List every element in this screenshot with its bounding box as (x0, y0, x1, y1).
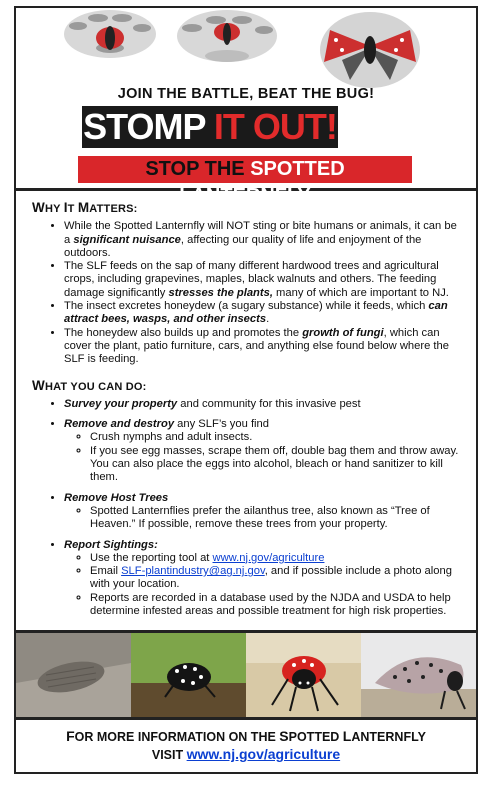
why-it-matters-heading: WHY IT MATTERS: (32, 200, 138, 215)
sub-list-item: ◦ Use the reporting tool at www.nj.gov/agriculture (90, 552, 462, 565)
stomp-it-out-banner (82, 106, 338, 148)
footer-agriculture-link[interactable]: www.nj.gov/agriculture (186, 746, 341, 762)
flyer (14, 6, 478, 774)
list-item: • The insect excretes honeydew (a sugary substance) while it feeds, which can attract bees, wasps, and other insects. (64, 300, 462, 327)
what-you-can-do-heading: WHAT YOU CAN DO: (32, 377, 147, 393)
list-item: • Remove Host Trees ◦ Spotted Lanternflies prefer the ailanthus tree, also known as “Tree of Heaven.” If possible, remove these trees from your property. (64, 492, 462, 532)
sub-list-item: ◦ Reports are recorded in a database used by the NJDA and USDA to help determine infested areas and possible treatment for high risk properties. (90, 592, 462, 619)
sub-list-item: ◦ Email SLF-plantindustry@ag.nj.gov, and if possible include a photo along with your location. (90, 565, 462, 592)
lanternfly-illustration (312, 10, 422, 96)
footer-line-1: FOR MORE INFORMATION ON THE SPOTTED LANTERNFLY (66, 728, 426, 744)
email-link[interactable]: SLF-plantindustry@ag.nj.gov (121, 565, 265, 578)
sub-list (64, 552, 462, 618)
list-item: • While the Spotted Lanternfly will NOT sting or bite humans or animals, it can be a significant nuisance, affecting our quality of life and enjoyment of the outdoors. (64, 220, 462, 260)
list-item: • Remove and destroy any SLF’s you find ◦ Crush nymphs and adult insects. ◦ If you see egg masses, scrape them off, double bag them and throw away. You can also place the eggs into alcohol, bleach or hand sanitizer to kill them. (64, 418, 462, 484)
tagline: JOIN THE BATTLE, BEAT THE BUG! (117, 86, 375, 102)
sub-list (64, 431, 462, 484)
list-item: • The honeydew also builds up and promotes the growth of fungi, which can cover the plant, patio furniture, cars, and anything else found below where the SLF is feeding. (64, 327, 462, 367)
list-item: • The SLF feeds on the sap of many different hardwood trees and agricultural crops, including grapevines, maples, black walnuts and others. The feeding damage significantly stresses the plants, many of which are important to NJ. (64, 260, 462, 300)
why-list (30, 220, 462, 366)
stomp-text: STOMP (83, 106, 214, 147)
black-nymph-photo (131, 633, 246, 717)
it-out-text: IT OUT! (213, 106, 337, 147)
stop-lanternfly-banner (78, 156, 412, 207)
what-list (30, 398, 462, 618)
sub-list (64, 505, 462, 532)
spotted-lanternfly-text: SPOTTED LANTERNFLY (179, 158, 345, 207)
adult-lanternfly-photo (361, 633, 476, 717)
shoeprint-bug-illustration (60, 8, 160, 68)
egg-mass-photo (16, 633, 131, 717)
header-banner (16, 8, 476, 207)
list-item: • Survey your property and community for this invasive pest (64, 398, 462, 411)
sub-list-item: ◦ Spotted Lanternflies prefer the ailanthus tree, also known as “Tree of Heaven.” If possible, remove these trees from your property. (90, 505, 462, 532)
stop-the-text: STOP THE (145, 158, 251, 180)
footer (16, 728, 476, 764)
photo-strip (16, 630, 476, 720)
footer-line-2: VISIT www.nj.gov/agriculture (151, 746, 341, 762)
sub-list-item: ◦ If you see egg masses, scrape them off, double bag them and throw away. You can also place the eggs into alcohol, bleach or hand sanitizer to kill them. (90, 445, 462, 485)
list-item: • Report Sightings: ◦ Use the reporting tool at www.nj.gov/agriculture ◦ Email SLF-plantindustry@ag.nj.gov, and if possible include a photo along with your location. ◦ Reports are recorded in a database used by the NJDA and USDA to help determine infested areas and possible treatment for high risk properties. (64, 539, 462, 619)
shoeprint-bug-illustration (172, 8, 282, 70)
agriculture-link[interactable]: www.nj.gov/agriculture (212, 551, 325, 564)
red-nymph-photo (246, 633, 361, 717)
content (16, 191, 476, 618)
sub-list-item: ◦ Crush nymphs and adult insects. (90, 431, 462, 444)
